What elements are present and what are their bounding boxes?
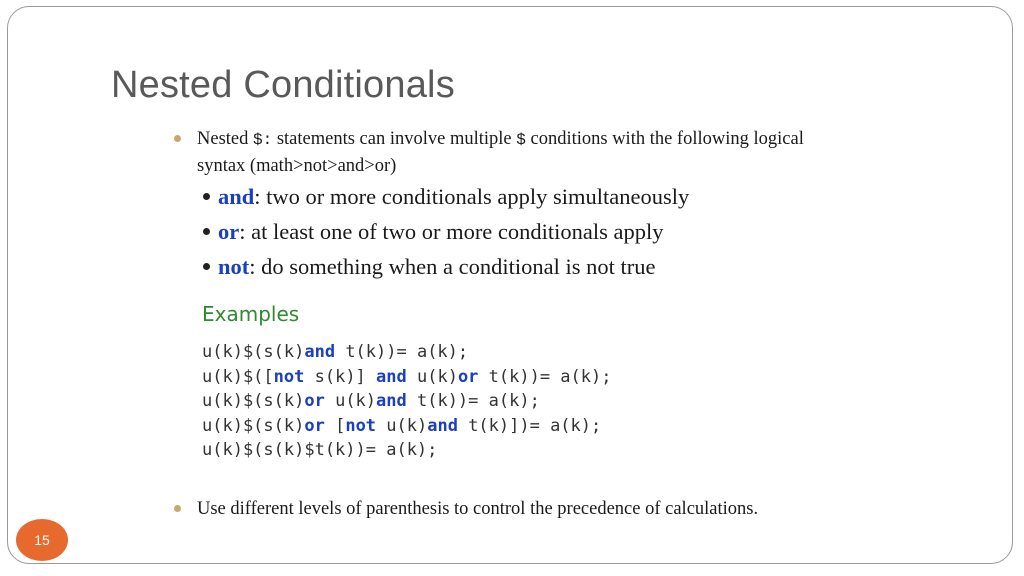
bullet-dot-icon xyxy=(203,228,210,235)
code-text: t(k))= a(k); xyxy=(478,366,612,387)
sub-bullet-text: : at least one of two or more conditionals apply xyxy=(239,219,664,244)
keyword: and xyxy=(218,184,255,209)
sub-bullet-or xyxy=(203,217,664,247)
sub-bullet-text: : do something when a conditional is not true xyxy=(249,254,656,279)
code-keyword: or xyxy=(304,415,325,436)
inline-code: $: xyxy=(253,131,273,149)
sub-bullet-text: : two or more conditionals apply simultaneously xyxy=(254,184,690,209)
code-text: u(k) xyxy=(406,366,458,387)
code-keyword: and xyxy=(376,391,407,411)
code-keyword: and xyxy=(376,366,407,387)
code-keyword: not xyxy=(273,366,305,387)
code-text: u(k)$(s(k) xyxy=(202,342,305,362)
code-text: t(k))= a(k); xyxy=(335,342,469,362)
bullet-text xyxy=(197,126,837,179)
keyword: not xyxy=(218,254,250,279)
code-text: t(k))= a(k); xyxy=(406,391,540,411)
examples-heading: Examples xyxy=(202,302,300,326)
code-keyword: or xyxy=(457,366,479,387)
code-line xyxy=(202,438,611,463)
code-text: u(k) xyxy=(376,415,428,436)
code-keyword: and xyxy=(304,342,336,362)
bullet-dot-icon xyxy=(174,505,181,512)
code-keyword: or xyxy=(304,391,325,411)
bullet-dot-icon xyxy=(203,263,210,270)
code-text: s(k)] xyxy=(304,366,377,387)
code-text: u(k)$([ xyxy=(202,366,274,387)
code-text: [ xyxy=(324,415,346,436)
code-text: u(k) xyxy=(324,391,377,411)
code-examples xyxy=(202,340,611,463)
code-line xyxy=(202,414,611,439)
bullet-dot-icon xyxy=(174,135,181,142)
code-keyword: and xyxy=(427,415,458,436)
slide-title: Nested Conditionals xyxy=(111,64,455,106)
bullet-text-mid: statements can involve multiple xyxy=(272,129,517,149)
code-line xyxy=(202,365,611,390)
sub-bullet-and xyxy=(203,182,689,212)
code-line xyxy=(202,340,611,365)
keyword: or xyxy=(218,219,240,244)
code-keyword: not xyxy=(345,415,377,436)
code-text: t(k)])= a(k); xyxy=(457,415,602,436)
page-number-badge: 15 xyxy=(16,519,68,561)
code-text: u(k)$(s(k)$t(k))= a(k); xyxy=(202,440,438,460)
sub-bullet-not xyxy=(203,252,655,282)
bullet-dot-icon xyxy=(203,193,210,200)
code-line xyxy=(202,389,611,414)
bullet-text: Use different levels of parenthesis to control the precedence of calculations. xyxy=(197,499,759,519)
bullet-text-post: conditions with the following logical syntax (math>not>and>or) xyxy=(197,129,804,176)
code-text: u(k)$(s(k) xyxy=(202,391,305,411)
code-text: u(k)$(s(k) xyxy=(202,415,305,436)
inline-code: $ xyxy=(516,131,526,149)
bullet-text-pre: Nested xyxy=(197,129,253,149)
